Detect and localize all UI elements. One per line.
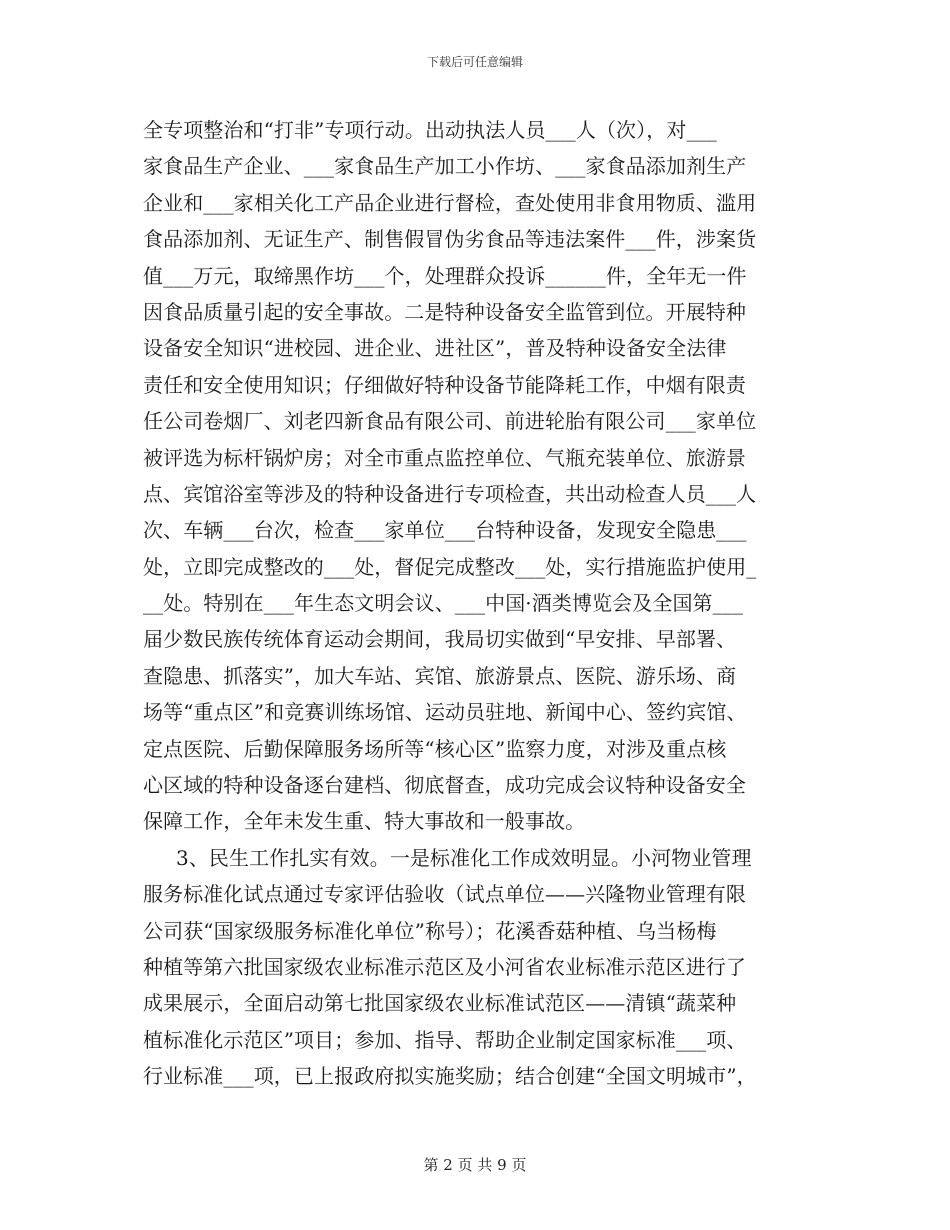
text-line: 次、车辆___台次，检查___家单位___台特种设备，发现安全隐患___ xyxy=(143,518,747,543)
text-line: 家食品生产企业、___家食品生产加工小作坊、___家食品添加剂生产 xyxy=(143,154,747,179)
text-line: __处。特别在___年生态文明会议、___中国·酒类博览会及全国第___ xyxy=(143,591,743,616)
text-line: 全专项整治和“打非”专项行动。出动执法人员___人（次），对___ xyxy=(143,118,717,142)
text-line: 任公司卷烟厂、刘老四新食品有限公司、前进轮胎有限公司___家单位 xyxy=(143,409,757,434)
text-line: 成果展示，全面启动第七批国家级农业标准试范区——清镇“蔬菜种 xyxy=(143,991,737,1016)
text-line: 心区域的特种设备逐台建档、彻底督查，成功完成会议特种设备安全 xyxy=(143,773,746,798)
text-line: 责任和安全使用知识；仔细做好特种设备节能降耗工作，中烟有限责 xyxy=(143,372,746,397)
text-line: 值___万元，取缔黑作坊___个，处理群众投诉______件，全年无一件 xyxy=(143,263,747,288)
text-line: 公司获“国家级服务标准化单位”称号）；花溪香菇种植、乌当杨梅 xyxy=(143,918,717,943)
text-line: 保障工作，全年未发生重、特大事故和一般事故。 xyxy=(143,809,586,834)
text-line: 因食品质量引起的安全事故。二是特种设备安全监管到位。开展特种 xyxy=(143,299,746,324)
page-header: 下载后可任意编辑 xyxy=(426,55,523,69)
text-line: 点、宾馆浴室等涉及的特种设备进行专项检查，共出动检查人员___人 xyxy=(143,481,757,506)
text-line: 场等“重点区”和竞赛训练场馆、运动员驻地、新闻中心、签约宾馆、 xyxy=(143,700,747,725)
text-line: 查隐患、抓落实”，加大车站、宾馆、旅游景点、医院、游乐场、商 xyxy=(143,663,737,688)
text-line: 届少数民族传统体育运动会期间，我局切实做到“早安排、早部署、 xyxy=(143,627,737,652)
text-line: 设备安全知识“进校园、进企业、进社区”，普及特种设备安全法律 xyxy=(143,336,727,361)
text-line: 种植等第六批国家级农业标准示范区及小河省农业标准示范区进行了 xyxy=(143,954,746,979)
text-line: 定点医院、后勤保障服务场所等“核心区”监察力度，对涉及重点核 xyxy=(143,736,727,761)
text-line: 食品添加剂、无证生产、制售假冒伪劣食品等违法案件___件，涉案货 xyxy=(143,227,757,252)
document-body xyxy=(143,112,807,1095)
text-line: 植标准化示范区”项目；参加、指导、帮助企业制定国家标准___项、 xyxy=(143,1027,747,1052)
text-line: 行业标准___项，已上报政府拟实施奖励；结合创建“全国文明城市”， xyxy=(143,1064,757,1089)
text-line: 企业和___家相关化工产品企业进行督检，查处使用非食用物质、滥用 xyxy=(143,190,757,215)
text-line: 被评选为标杆锅炉房；对全市重点监控单位、气瓶充装单位、旅游景 xyxy=(143,445,746,470)
page-number-footer: 第 2 页 共 9 页 xyxy=(423,1156,527,1174)
text-line: 处，立即完成整改的___处，督促完成整改___处，实行措施监护使用_ xyxy=(143,554,757,579)
text-line: 服务标准化试点通过专家评估验收（试点单位——兴隆物业管理有限 xyxy=(143,882,746,907)
paragraph-start-line: 3、民生工作扎实有效。一是标准化工作成效明显。小河物业管理 xyxy=(176,845,752,870)
